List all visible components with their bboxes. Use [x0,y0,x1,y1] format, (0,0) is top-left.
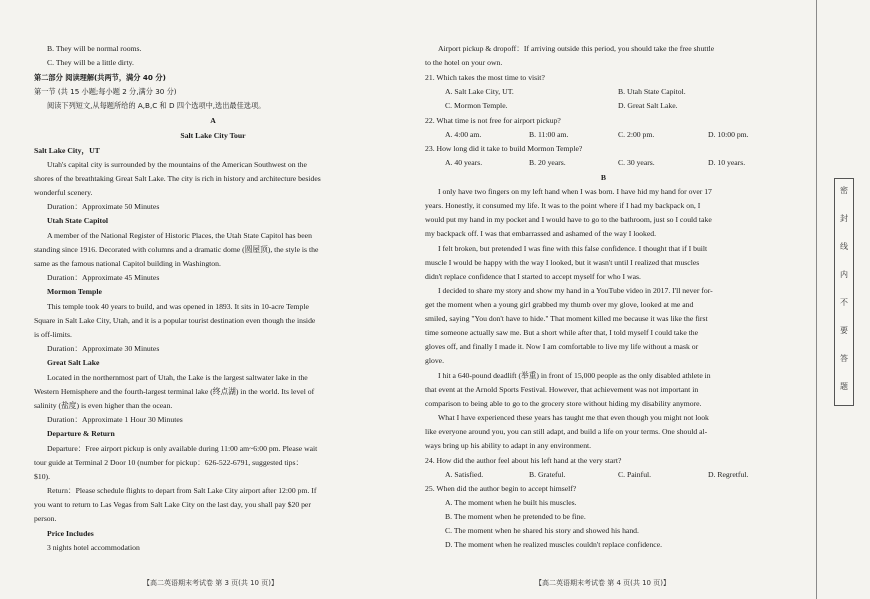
question-option: A. 40 years. [445,158,483,167]
question-option: C. Painful. [618,470,652,479]
paragraph-line: is off-limits. [34,330,72,339]
paragraph-line: glove. [425,356,445,365]
question-option: A. Salt Lake City, UT. [445,87,514,96]
paragraph-line: get the moment when a young girl grabbed my thumb over my glove, looked at me and [425,300,694,309]
question-24: 24. How did the author feel about his left hand at the very start? [425,456,622,465]
question-option: B. The moment when he pretended to be fine. [445,512,586,521]
paragraph-line: I felt broken, but pretended I was fine with this false confidence. I thought that if I built [438,244,708,253]
tour-stop-heading: Departure & Return [47,429,115,438]
question-22: 22. What time is not free for airport pickup? [425,116,561,125]
seal-notice-char: 密 [840,186,848,195]
question-25: 25. When did the author begin to accept himself? [425,484,577,493]
question-option: B. 20 years. [529,158,566,167]
paragraph-line: I only have two fingers on my left hand when I was born. I have hid my hand for over 17 [438,187,712,196]
question-option: D. 10 years. [708,158,746,167]
paragraph-line: Return：Please schedule flights to depart from Salt Lake City airport after 12:00 pm. If [47,486,317,495]
option-line: C. They will be a little dirty. [47,58,134,67]
paragraph-line: that event at the Arnold Sports Festival. However, that achievement was not important in [425,385,699,394]
left-page-footer: 【高二英语期末考试卷 第 3 页(共 10 页)】 [143,579,278,587]
paragraph-line: salinity (盐度) is even higher than the ocean. [34,401,173,410]
question-option: D. The moment when he realized muscles couldn't replace confidence. [445,540,663,549]
subsection-heading: 第一节 (共 15 小题;每小题 2 分,满分 30 分) [34,87,177,96]
seal-notice-char: 线 [840,242,848,251]
paragraph-line: Western Hemisphere and the fourth-largest terminal lake (终点湖) in the world. Its level of [34,387,315,396]
question-option: A. 4:00 am. [445,130,482,139]
paragraph-line: What I have experienced these years has taught me that even though you might not look [438,413,709,422]
question-21: 21. Which takes the most time to visit? [425,73,545,82]
binding-line [816,0,817,599]
right-page-footer: 【高二英语期末考试卷 第 4 页(共 10 页)】 [535,579,670,587]
question-option: C. 30 years. [618,158,655,167]
paragraph-line: This temple took 40 years to build, and was opened in 1893. It sits in 10-acre Temple [47,302,309,311]
paragraph-line: I decided to share my story and show my hand in a YouTube video in 2017. I'll never for- [438,286,713,295]
question-option: D. Great Salt Lake. [618,101,678,110]
paragraph-line: shores of the breathtaking Great Salt Lake. The city is rich in history and architecture besides [34,174,321,183]
paragraph-line: would put my hand in my pocket and I would have to go to the bathroom, just so I could take [425,215,712,224]
paragraph-line: muscle I would be happy with the way I looked, but it wasn't until I realized that muscles [425,258,700,267]
passage-label: B [600,173,607,182]
paragraph-line: like everyone around you, you can still adapt, and build a life on your terms. One should al- [425,427,708,436]
paragraph-line: same as the famous national Capitol building in Washington. [34,259,221,268]
paragraph-line: I hit a 640-pound deadlift (举重) in front of 15,000 people as the only disabled athlete in [438,371,711,380]
seal-notice-char: 内 [840,270,848,279]
paragraph-line: Located in the northernmost part of Utah, the Lake is the largest saltwater lake in the [47,373,308,382]
paragraph-line: tour guide at Terminal 2 Door 10 (number for pickup：626-522-6791, suggested tips： [34,458,304,467]
tour-stop-heading: Mormon Temple [47,287,102,296]
passage-title: Salt Lake City Tour [180,131,246,140]
paragraph-line: my backpack off. I was that embarrassed and ashamed of the way I looked. [425,229,657,238]
question-option: C. The moment when he shared his story and showed his hand. [445,526,639,535]
duration-line: Duration：Approximate 1 Hour 30 Minutes [47,415,183,424]
tour-stop-heading: Price Includes [47,529,94,538]
paragraph-line: 3 nights hotel accommodation [47,543,140,552]
paragraph-line: Square in Salt Lake City, Utah, and it is a popular tourist destination even though the inside [34,316,316,325]
seal-notice-char: 答 [840,354,848,363]
paragraph-line: you want to return to Las Vegas from Salt Lake City on the last day, you shall pay $20 per [34,500,311,509]
paragraph-line: standing since 1916. Decorated with columns and a dramatic dome (圆屋顶), the style is the [34,245,319,254]
passage-label: A [210,116,216,125]
paragraph-line: didn't replace confidence that I started to accept myself for who I was. [425,272,641,281]
paragraph-line: to the hotel on your own. [425,58,503,67]
seal-notice-char: 不 [840,298,848,307]
paragraph-line: Utah's capital city is surrounded by the mountains of the American Southwest on the [47,160,307,169]
paragraph-line: years. Honestly, it consumed my life. It was to the point where if I had my backpack on, I [425,201,701,210]
seal-notice-char: 题 [840,382,848,391]
question-option: C. 2:00 pm. [618,130,655,139]
question-option: A. Satisfied. [445,470,484,479]
duration-line: Duration：Approximate 45 Minutes [47,273,160,282]
question-23: 23. How long did it take to build Mormon Temple? [425,144,583,153]
duration-line: Duration：Approximate 50 Minutes [47,202,160,211]
question-option: C. Mormon Temple. [445,101,508,110]
paragraph-line: A member of the National Register of Historic Places, the Utah State Capitol has been [47,231,312,240]
paragraph-line: comparison to being able to go to the grocery store without hiding my disability anymore. [425,399,702,408]
paragraph-line: Airport pickup & dropoff：If arriving outside this period, you should take the free shuttle [438,44,715,53]
question-option: B. 11:00 am. [529,130,569,139]
seal-notice-box [834,178,854,406]
question-option: A. The moment when he built his muscles. [445,498,577,507]
binding-strip [794,0,870,599]
seal-notice-char: 封 [840,214,848,223]
paragraph-line: time someone actually saw me. But a short while after that, I told myself I could take the [425,328,699,337]
paragraph-line: smiled, saying "You don't have to hide." That moment killed me because it was like the first [425,314,708,323]
instruction-text: 阅读下列短文,从每题所给的 A,B,C 和 D 四个选项中,选出最佳选项。 [47,101,266,110]
duration-line: Duration：Approximate 30 Minutes [47,344,160,353]
question-option: D. 10:00 pm. [708,130,749,139]
tour-stop-heading: Utah State Capitol [47,216,109,225]
tour-stop-heading: Salt Lake City，UT [34,146,100,155]
paragraph-line: Departure：Free airport pickup is only available during 11:00 am~6:00 pm. Please wait [47,444,318,453]
section-heading: 第二部分 阅读理解(共两节，满分 40 分) [34,73,166,82]
tour-stop-heading: Great Salt Lake [47,358,100,367]
question-option: D. Regretful. [708,470,749,479]
paragraph-line: ways bring up his ability to adapt in any environment. [425,441,592,450]
paragraph-line: $10). [34,472,51,481]
question-option: B. Utah State Capitol. [618,87,686,96]
paragraph-line: gloves off, and finally I made it. Now I am comfortable to live my life without a mask or [425,342,699,351]
paragraph-line: person. [34,514,57,523]
seal-notice-char: 要 [840,326,848,335]
paragraph-line: wonderful scenery. [34,188,93,197]
option-line: B. They will be normal rooms. [47,44,142,53]
question-option: B. Grateful. [529,470,566,479]
